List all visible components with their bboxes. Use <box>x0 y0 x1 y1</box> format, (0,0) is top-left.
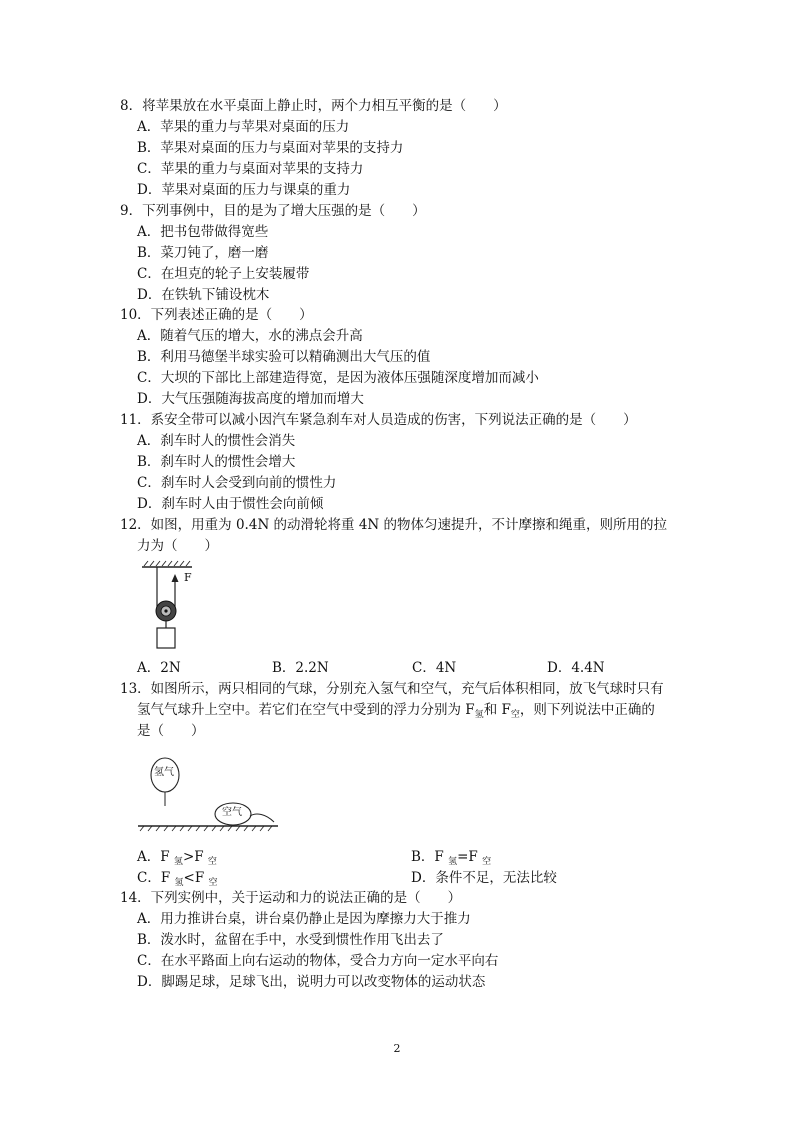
question-12-option-d: D．4.4N <box>547 660 605 676</box>
question-8-stem: 8．将苹果放在水平桌面上静止时，两个力相互平衡的是（ ） <box>120 98 507 114</box>
question-14-stem: 14．下列实例中，关于运动和力的说法正确的是（ ） <box>120 890 462 906</box>
question-13-stem-line1: 13．如图所示，两只相同的气球，分别充入氢气和空气，充气后体积相同，放飞气球时只有 <box>120 681 664 697</box>
force-label-f: F <box>184 571 192 584</box>
question-8-option-a: A．苹果的重力与苹果对桌面的压力 <box>137 119 350 135</box>
question-13-option-a: A．F $_氢$>F $_空$ <box>137 849 217 867</box>
balloon-figure <box>136 756 284 834</box>
question-13-option-b: B．F $_氢$=F $_空$ <box>411 849 492 867</box>
question-9-option-d: D．在铁轨下铺设枕木 <box>137 287 270 303</box>
question-13-stem-line3: 是（ ） <box>137 723 205 739</box>
question-8-option-b: B．苹果对桌面的压力与桌面对苹果的支持力 <box>137 140 404 156</box>
question-10-option-b: B．利用马德堡半球实验可以精确测出大气压的值 <box>137 349 431 365</box>
question-13-stem-line2: 氢气气球升上空中。若它们在空气中受到的浮力分别为 $F_氢$和 $F_空$，则下列说法中正确的 <box>137 702 655 720</box>
air-balloon-label: 空气 <box>222 807 242 818</box>
question-10-option-d: D．大气压强随海拔高度的增加而增大 <box>137 391 364 407</box>
hydrogen-balloon-label: 氢气 <box>154 767 174 778</box>
question-11-stem: 11．系安全带可以减小因汽车紧急刹车对人员造成的伤害，下列说法正确的是（ ） <box>120 412 637 428</box>
question-8-option-d: D．苹果对桌面的压力与课桌的重力 <box>137 182 351 198</box>
question-12-stem-line2: 力为（ ） <box>137 538 218 554</box>
question-9-stem: 9．下列事例中，目的是为了增大压强的是（ ） <box>120 203 426 219</box>
page-number: 2 <box>393 1042 401 1055</box>
question-11-option-d: D．刹车时人由于惯性会向前倾 <box>137 496 324 512</box>
question-14-option-d: D．脚踢足球，足球飞出，说明力可以改变物体的运动状态 <box>137 974 486 990</box>
pulley-figure <box>138 560 208 654</box>
question-12-option-a: A．2N <box>137 660 181 676</box>
question-12-option-c: C．4N <box>412 660 457 676</box>
question-9-option-c: C．在坦克的轮子上安装履带 <box>137 266 310 282</box>
question-14-option-a: A．用力推讲台桌，讲台桌仍静止是因为摩擦力大于推力 <box>137 911 471 927</box>
question-10-stem: 10．下列表述正确的是（ ） <box>120 307 313 323</box>
question-14-option-b: B．泼水时，盆留在手中，水受到惯性作用飞出去了 <box>137 932 444 948</box>
question-12-stem-line1: 12．如图，用重为 0.4N 的动滑轮将重 4N 的物体匀速提升，不计摩擦和绳重，则所用的拉 <box>120 517 668 533</box>
question-10-option-c: C．大坝的下部比上部建造得宽，是因为液体压强随深度增加而减小 <box>137 370 539 386</box>
question-13-option-d: D．条件不足，无法比较 <box>411 870 557 886</box>
question-11-option-c: C．刹车时人会受到向前的惯性力 <box>137 475 337 491</box>
question-9-option-b: B．菜刀钝了，磨一磨 <box>137 245 269 261</box>
question-12-option-b: B．2.2N <box>272 660 329 676</box>
question-13-option-c: C．F $_氢$<F $_空$ <box>137 870 218 888</box>
question-9-option-a: A．把书包带做得宽些 <box>137 224 269 240</box>
question-10-option-a: A．随着气压的增大，水的沸点会升高 <box>137 328 363 344</box>
question-14-option-c: C．在水平路面上向右运动的物体，受合力方向一定水平向右 <box>137 953 499 969</box>
question-11-option-a: A．刹车时人的惯性会消失 <box>137 433 296 449</box>
question-8-option-c: C．苹果的重力与桌面对苹果的支持力 <box>137 161 364 177</box>
question-11-option-b: B．刹车时人的惯性会增大 <box>137 454 296 470</box>
